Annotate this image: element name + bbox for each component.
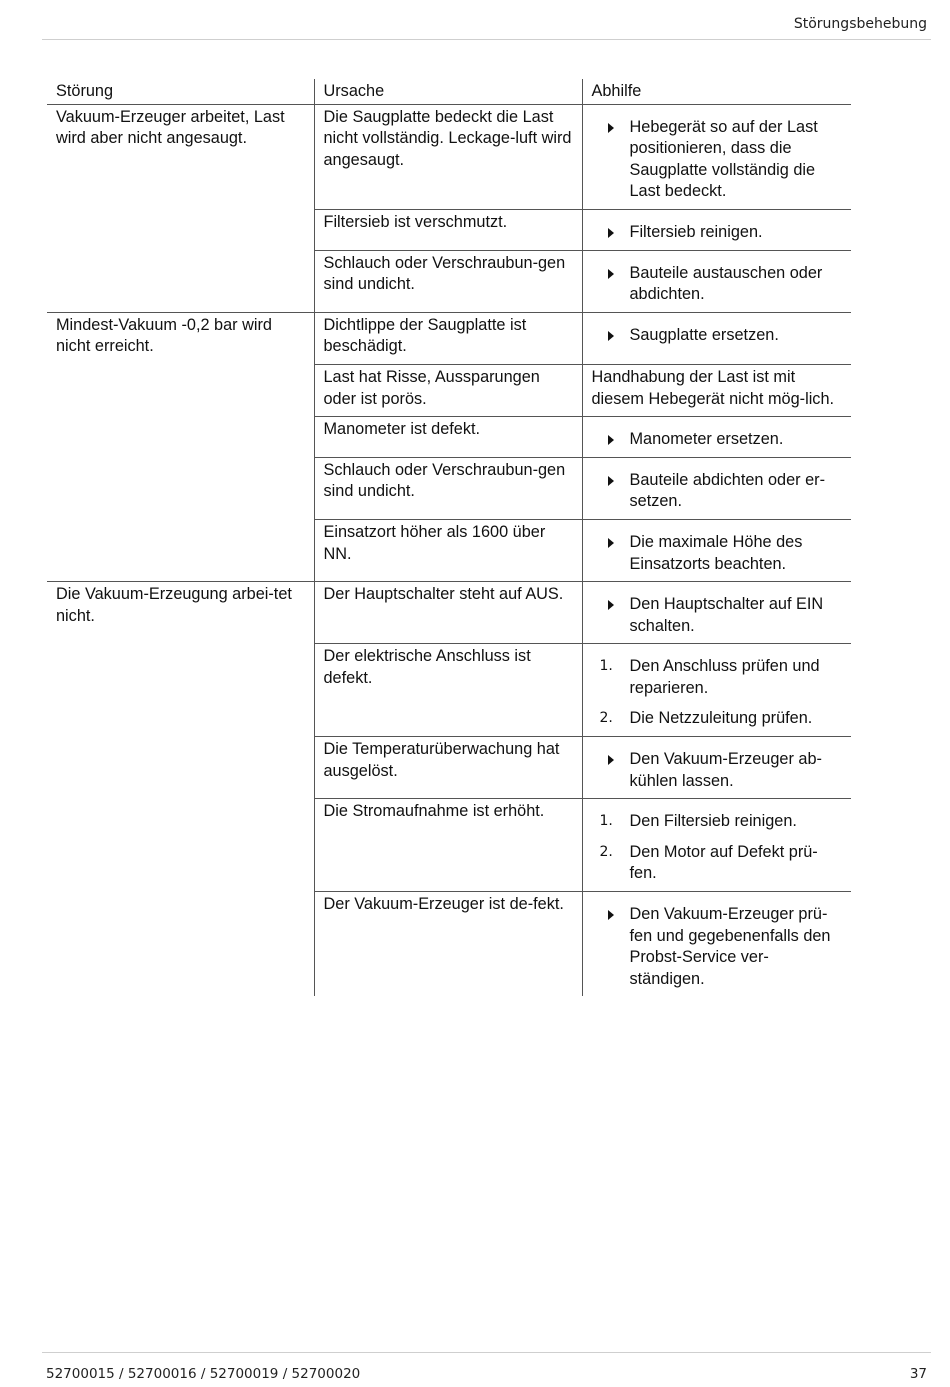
cause-cell: Einsatzort höher als 1600 über NN. [314, 519, 582, 581]
column-header-remedy: Abhilfe [582, 79, 851, 104]
header-divider [42, 39, 931, 40]
remedy-text: Handhabung der Last ist mit diesem Hebegerät nicht mög-lich. [591, 367, 835, 408]
step-text: Bauteile abdichten oder er-setzen. [629, 470, 826, 511]
column-header-cause: Ursache [314, 79, 582, 104]
step-text: Den Hauptschalter auf EIN schalten. [629, 595, 824, 635]
cause-cell: Der elektrische Anschluss ist defekt. [314, 644, 582, 737]
remedy-cell [582, 364, 851, 416]
action-step [592, 429, 844, 451]
triangle-bullet-icon [608, 910, 614, 920]
action-step [592, 263, 844, 306]
cause-cell: Die Stromaufnahme ist erhöht. [314, 799, 582, 892]
action-step [592, 325, 844, 347]
cause-cell: Die Temperaturüberwachung hat ausgelöst. [314, 737, 582, 799]
table-header-row [47, 79, 851, 104]
triangle-bullet-icon [608, 331, 614, 341]
remedy-cell [582, 799, 851, 892]
step-text: Bauteile austauschen oder abdichten. [629, 263, 823, 304]
step-text: Den Filtersieb reinigen. [629, 812, 797, 831]
table-row [47, 104, 851, 209]
triangle-bullet-icon [608, 269, 614, 279]
cause-cell: Der Hauptschalter steht auf AUS. [314, 582, 582, 644]
step-text: Manometer ersetzen. [629, 430, 784, 449]
remedy-cell [582, 519, 851, 581]
step-text: Filtersieb reinigen. [629, 222, 763, 241]
triangle-bullet-icon [608, 123, 614, 133]
fault-cell: Die Vakuum-Erzeugung arbei-tet nicht. [47, 582, 314, 997]
cause-cell: Der Vakuum-Erzeuger ist de-fekt. [314, 892, 582, 997]
cause-cell: Schlauch oder Verschraubun-gen sind undicht. [314, 457, 582, 519]
cause-cell: Filtersieb ist verschmutzt. [314, 209, 582, 250]
cause-cell: Schlauch oder Verschraubun-gen sind undicht. [314, 250, 582, 312]
remedy-cell [582, 250, 851, 312]
remedy-cell [582, 417, 851, 458]
table-body [47, 104, 851, 996]
cause-cell: Dichtlippe der Saugplatte ist beschädigt. [314, 312, 582, 364]
remedy-cell [582, 582, 851, 644]
numbered-step [592, 708, 844, 730]
triangle-bullet-icon [608, 476, 614, 486]
numbered-step [592, 656, 844, 699]
action-step [592, 117, 844, 203]
triangle-bullet-icon [608, 538, 614, 548]
step-text: Hebegerät so auf der Last positionieren, dass die Saugplatte vollständig die Last bedeckt. [629, 117, 818, 201]
action-step [592, 222, 844, 244]
table-row [47, 312, 851, 364]
triangle-bullet-icon [608, 755, 614, 765]
fault-cell: Mindest-Vakuum -0,2 bar wird nicht erreicht. [47, 312, 314, 581]
triangle-bullet-icon [608, 228, 614, 238]
remedy-cell [582, 457, 851, 519]
step-number: 2. [599, 843, 613, 860]
remedy-cell [582, 312, 851, 364]
action-step [592, 749, 844, 792]
section-title: Störungsbehebung [793, 16, 927, 32]
cause-cell: Manometer ist defekt. [314, 417, 582, 458]
numbered-step [592, 842, 844, 885]
remedy-cell [582, 737, 851, 799]
step-text: Die Netzzuleitung prüfen. [629, 709, 813, 728]
page-number: 37 [909, 1366, 927, 1382]
step-text: Saugplatte ersetzen. [629, 325, 779, 344]
step-text: Den Anschluss prüfen und reparieren. [629, 657, 820, 697]
remedy-cell [582, 104, 851, 209]
footer-divider [42, 1352, 931, 1353]
action-step [592, 594, 844, 637]
cause-cell: Last hat Risse, Aussparungen oder ist porös. [314, 364, 582, 416]
step-text: Den Motor auf Defekt prü-fen. [629, 842, 818, 883]
triangle-bullet-icon [608, 600, 614, 610]
remedy-cell [582, 644, 851, 737]
fault-cell: Vakuum-Erzeuger arbeitet, Last wird aber nicht angesaugt. [56, 107, 285, 148]
action-step [592, 470, 844, 513]
step-text: Den Vakuum-Erzeuger ab-kühlen lassen. [629, 750, 822, 790]
column-header-fault: Störung [47, 79, 314, 104]
remedy-cell [582, 209, 851, 250]
numbered-step [592, 811, 844, 833]
cause-cell: Die Saugplatte bedeckt die Last nicht vollständig. Leckage-luft wird angesaugt. [314, 104, 582, 209]
part-numbers: 52700015 / 52700016 / 52700019 / 52700020 [46, 1366, 361, 1382]
step-number: 2. [599, 710, 613, 727]
troubleshooting-table [47, 79, 851, 996]
step-number: 1. [599, 813, 613, 830]
triangle-bullet-icon [608, 435, 614, 445]
step-text: Die maximale Höhe des Einsatzorts beachten. [629, 532, 803, 573]
table-row [47, 582, 851, 644]
action-step [592, 532, 844, 575]
step-text: Den Vakuum-Erzeuger prü-fen und gegebenenfalls den Probst-Service ver-ständigen. [629, 905, 831, 988]
remedy-cell [582, 892, 851, 997]
step-number: 1. [599, 658, 613, 675]
action-step [592, 904, 844, 990]
